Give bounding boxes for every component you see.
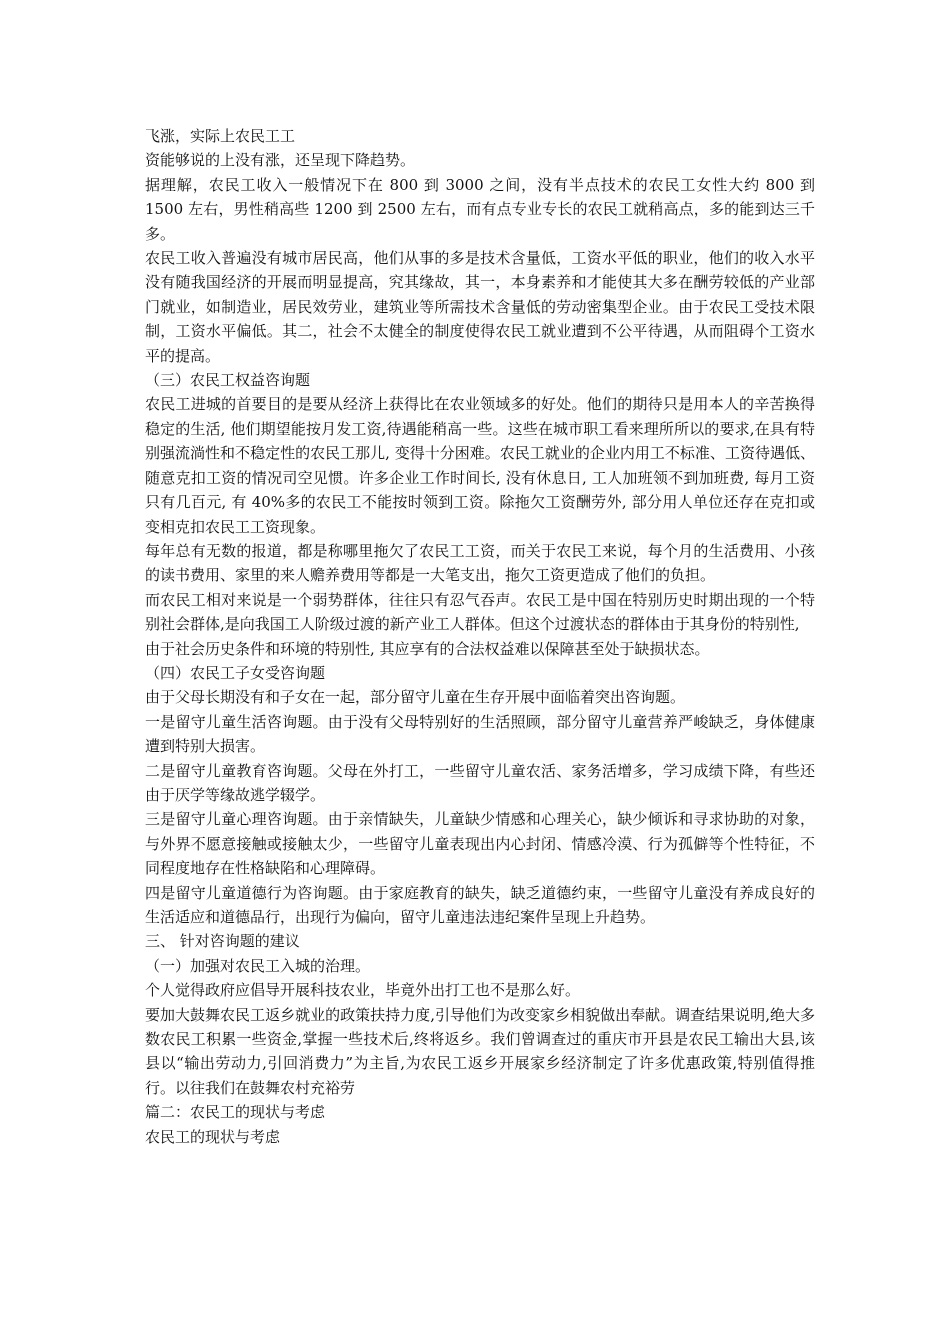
section-heading-rights: （三）农民工权益咨询题 — [145, 371, 311, 390]
article-heading-part-two: 篇二：农民工的现状与考虑 — [145, 1103, 326, 1122]
paragraph-children-intro: 由于父母长期没有和子女在一起，部分留守儿童在生存开展中面临着突出咨询题。 — [145, 688, 686, 707]
paragraph-children-life: 一是留守儿童生活咨询题。由于没有父母特别好的生活照顾，部分留守儿童营养严峻缺乏，身体健康遭到特别大损害。 — [145, 712, 815, 756]
subsection-heading-management: （一）加强对农民工入城的治理。 — [145, 956, 371, 975]
paragraph-children-morality: 四是留守儿童道德行为咨询题。由于家庭教育的缺失，缺乏道德约束，一些留守儿童没有养成良好的生活适应和道德品行，出现行为偏向，留守儿童违法违纪案件呈现上升趋势。 — [145, 883, 815, 926]
section-heading-suggestions: 三、 针对咨询题的建议 — [145, 932, 300, 951]
paragraph-rights: 农民工进城的首要目的是要从经济上获得比在农业领域多的好处。他们的期待只是用本人的辛苦换得稳定的生活, 他们期望能按月发工资,待遇能稍高一些。这些在城市职工看来理所所以的要求,在具有特别强流淌性和不稳定性的农民工那儿, 变得十分困难。农民工就业的企业内用工不标准、工资待遇低、随意克扣工资的情况司空见惯。许多企业工作时间长, 没有休息日, 工人加班领不到加班费, 每月工资只有几百元, 有 40%多的农民工不能按时领到工资。除拖欠工资酬劳外, 部分用人单位还存在克扣或变相克扣农民工工资现象。 — [145, 395, 815, 536]
paragraph-tech-agriculture: 个人觉得政府应倡导开展科技农业，毕竟外出打工也不是那么好。 — [145, 981, 581, 1000]
text-line-fragment: 飞涨，实际上农民工工 — [145, 127, 296, 145]
text-line-fragment: 资能够说的上没有涨，还呈现下降趋势。 — [145, 151, 416, 170]
document-body — [145, 124, 815, 1149]
section-heading-children: （四）农民工子女受咨询题 — [145, 663, 326, 682]
paragraph-rights-deficit: 由于社会历史条件和环境的特别性, 其应享有的合法权益难以保障甚至处于缺损状态。 — [145, 639, 710, 658]
paragraph-wage-arrears: 每年总有无数的报道，都是称哪里拖欠了农民工工资，而关于农民工来说，每个月的生活费用、小孩的读书费用、家里的来人赡养费用等都是一大笔支出，拖欠工资更造成了他们的负担。 — [145, 541, 815, 585]
paragraph-income-range: 据理解，农民工收入一般情况下在 800 到 3000 之间，没有半点技术的农民工女性大约 800 到 1500 左右，男性稍高些 1200 到 2500 左右，而有点专业专长的农民工就稍高点，多的能到达三千多。 — [145, 175, 815, 243]
paragraph-children-psychology: 三是留守儿童心理咨询题。由于亲情缺失，儿童缺少情感和心理关心，缺少倾诉和寻求协助的对象，与外界不愿意接触或接触太少，一些留守儿童表现出内心封闭、情感冷漠、行为孤僻等个性特征，不同程度地存在性格缺陷和心理障碍。 — [145, 810, 815, 878]
article-title: 农民工的现状与考虑 — [145, 1127, 281, 1146]
paragraph-income-level: 农民工收入普遍没有城市居民高，他们从事的多是技术含量低，工资水平低的职业，他们的收入水平没有随我国经济的开展而明显提高，究其缘故，其一，本身素养和才能使其大多在酬劳较低的产业部门就业，如制造业，居民效劳业，建筑业等所需技术含量低的劳动密集型企业。由于农民工受技术限制，工资水平偏低。其二，社会不太健全的制度使得农民工就业遭到不公平待遇，从而阻碍个工资水平的提高。 — [145, 249, 815, 365]
paragraph-return-home: 要加大鼓舞农民工返乡就业的政策扶持力度,引导他们为改变家乡相貌做出奉献。调查结果说明,绝大多数农民工积累一些资金,掌握一些技术后,终将返乡。我们曾调查过的重庆市开县是农民工输出大县,该县以“输出劳动力,引回消费力”为主旨,为农民工返乡开展家乡经济制定了许多优惠政策,特别值得推行。以往我们在鼓舞农村充裕劳 — [145, 1005, 815, 1097]
paragraph-children-education: 二是留守儿童教育咨询题。父母在外打工，一些留守儿童农活、家务活增多，学习成绩下降，有些还由于厌学等缘故逃学辍学。 — [145, 761, 815, 804]
paragraph-vulnerable-group: 而农民工相对来说是一个弱势群体，往往只有忍气吞声。农民工是中国在特别历史时期出现的一个特别社会群体,是向我国工人阶级过渡的新产业工人群体。但这个过渡状态的群体由于其身份的特别性, — [145, 590, 815, 634]
